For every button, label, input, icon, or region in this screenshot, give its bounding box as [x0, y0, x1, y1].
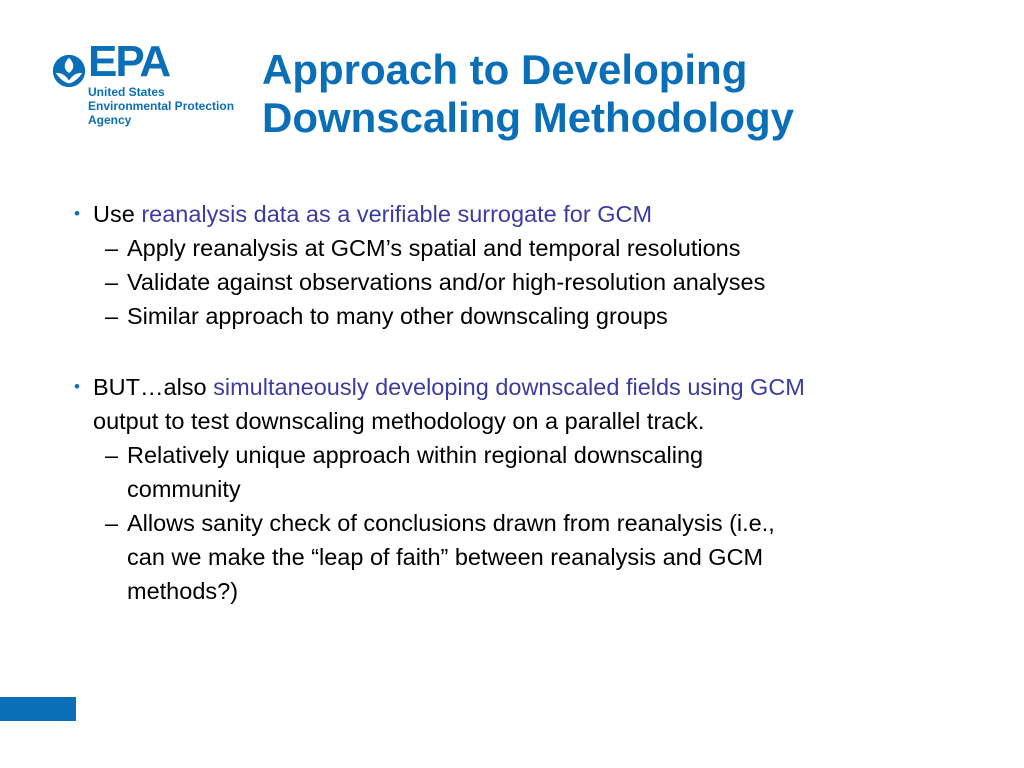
- sub-bullet-dash: –: [105, 303, 119, 329]
- epa-flower-icon: [50, 52, 88, 90]
- bullet-dot: •: [74, 204, 80, 223]
- bullet-dot: •: [74, 377, 80, 396]
- bullet-2: [74, 370, 974, 438]
- logo-line-2: Environmental Protection: [88, 99, 235, 113]
- sub-bullet: [74, 299, 974, 333]
- accent-bar: [0, 697, 76, 721]
- slide-body: [74, 197, 974, 608]
- sub-bullet: [74, 265, 974, 299]
- logo-line-3: Agency: [88, 113, 132, 127]
- bullet-1: [74, 197, 974, 231]
- sub-bullet: [74, 231, 974, 265]
- logo-line-1: United States: [88, 85, 165, 99]
- sub-bullet-text: Validate against observations and/or high-resolution analyses: [127, 269, 766, 295]
- bullet-2-highlight: simultaneously developing downscaled fields using GCM: [213, 374, 805, 400]
- sub-bullet-line: can we make the “leap of faith” between reanalysis and GCM: [127, 544, 764, 570]
- spacer: [74, 333, 974, 370]
- logo-agency-name: [88, 85, 234, 127]
- bullet-2-line-1: [93, 370, 974, 404]
- sub-bullet-dash: –: [105, 235, 119, 261]
- logo-wordmark: EPA: [88, 37, 170, 86]
- sub-bullet-text: Apply reanalysis at GCM’s spatial and temporal resolutions: [127, 235, 741, 261]
- sub-bullet-dash: –: [105, 442, 119, 468]
- sub-bullet-dash: –: [105, 510, 119, 536]
- sub-bullet-line: community: [127, 476, 241, 502]
- epa-logo: [50, 37, 250, 138]
- sub-bullet: [74, 438, 974, 506]
- bullet-1-highlight: reanalysis data as a verifiable surrogate for GCM: [141, 201, 653, 227]
- sub-bullet: [74, 506, 974, 608]
- sub-bullet-text: Similar approach to many other downscaling groups: [127, 303, 668, 329]
- slide-title: [262, 46, 1002, 142]
- title-line-2: Downscaling Methodology: [262, 94, 794, 141]
- bullet-1-lead: Use: [93, 201, 142, 227]
- sub-bullet-line: methods?): [127, 578, 239, 604]
- bullet-2-line-2: output to test downscaling methodology on a parallel track.: [93, 408, 705, 434]
- sub-bullet-line: Allows sanity check of conclusions drawn from reanalysis (i.e.,: [127, 510, 775, 536]
- bullet-2-lead: BUT…also: [93, 374, 214, 400]
- sub-bullet-line: Relatively unique approach within regional downscaling: [127, 442, 704, 468]
- sub-bullet-dash: –: [105, 269, 119, 295]
- title-line-1: Approach to Developing: [262, 46, 748, 93]
